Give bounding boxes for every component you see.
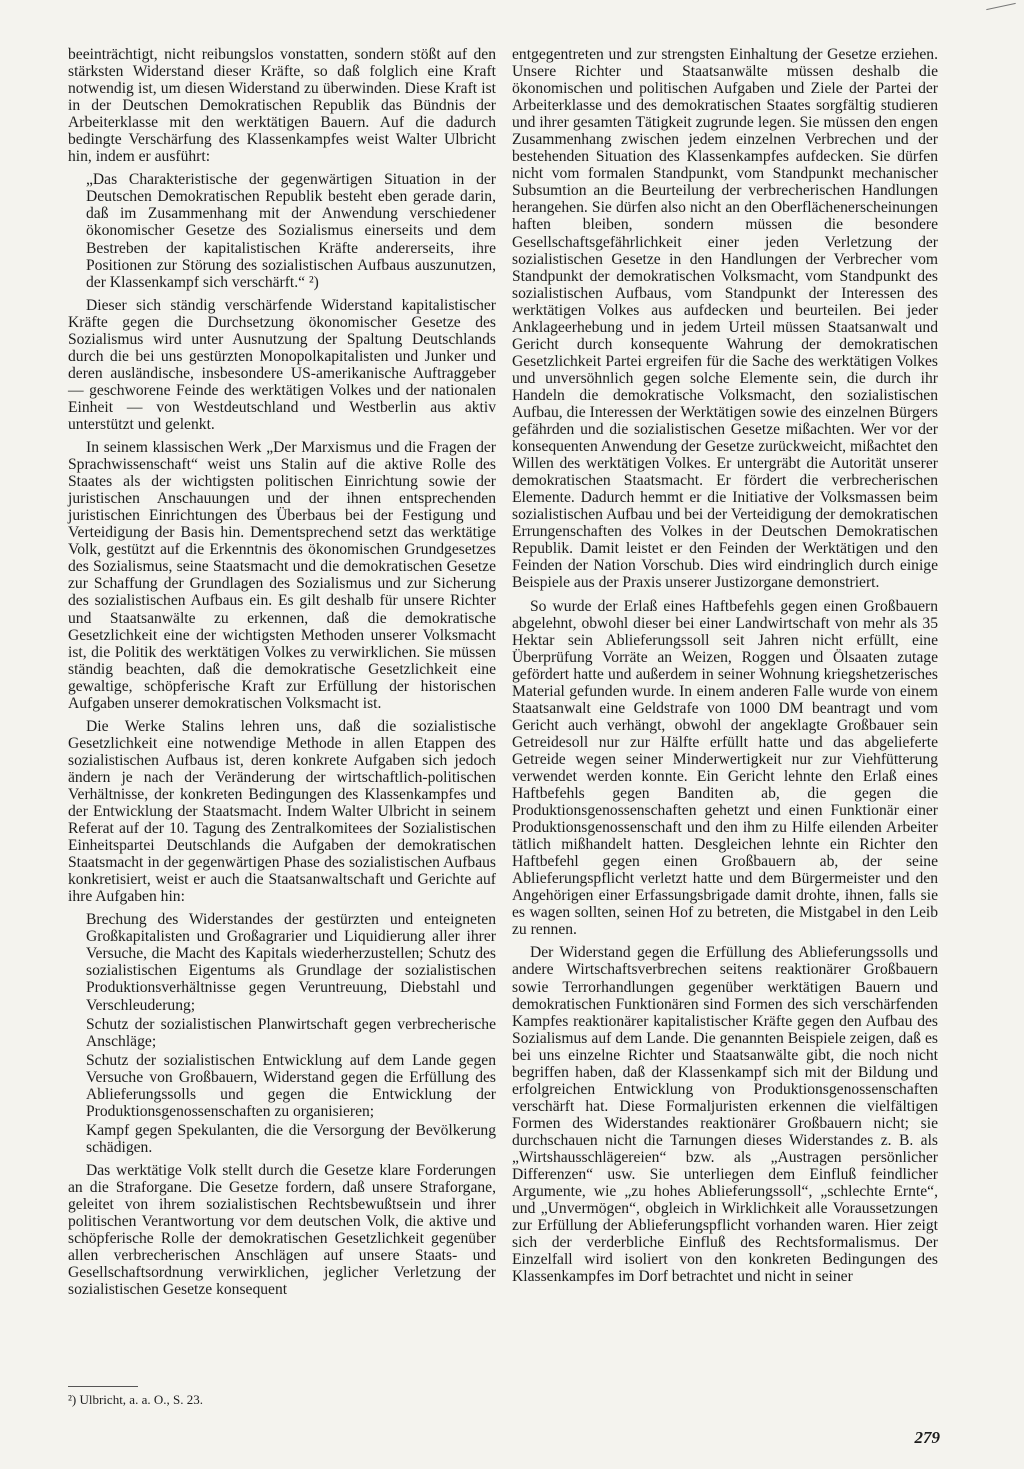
right-column (512, 46, 938, 1291)
list-item: Schutz der sozialistischen Entwicklung auf dem Lande gegen Versuche von Großbauern, Widerstand gegen die Erfüllung des Ablieferungssolls und gegen die Entwicklung der Produktionsgenossenschaften zu organisieren; (86, 1051, 496, 1120)
paragraph: entgegentreten und zur strengsten Einhaltung der Gesetze erziehen. Unsere Richter und Staatsanwälte müssen deshalb die ökonomischen und politischen Aufgaben und Ziele der Partei der Arbeiterklasse und des demokratischen Staates sorgfältig studieren und ihrer gesamten Tätigkeit zugrunde legen. Sie müssen den engen Zusammenhang zwischen jedem einzelnen Verbrechen und der bestehenden Situation des Klassenkampfes aufdecken. Sie dürfen nicht vom formalen Standpunkt, vom Standpunkt mechanischer Subsumtion an die Beurteilung der verbrecherischen Handlungen herangehen. Sie dürfen also nicht an den Oberflächenerscheinungen haften bleiben, sondern müssen die besondere Gesellschaftsgefährlichkeit einer jeden Verletzung der sozialistischen Gesetze in den Handlungen der Verbrecher vom Standpunkt der demokratischen Volksmacht, vom Standpunkt des sozialistischen Aufbaus, vom Standpunkt der Interessen des werktätigen Volkes aus aufdecken und beurteilen. Bei jeder Anklageerhebung und in jedem Urteil müssen Staatsanwalt und Gericht durch konsequente Wahrung der demokratischen Gesetzlichkeit Partei ergreifen für die Sache des werktätigen Volkes und unversöhnlich gegen solche Elemente sein, die durch ihr Handeln die demokratische Volksmacht, den sozialistischen Aufbau, die Interessen der Werktätigen sowie des einzelnen Bürgers gefährden und die sozialistischen Gesetze mißachten. Wer vor der konsequenten Anwendung der Gesetze zurückweicht, mißachtet den Willen des werktätigen Volkes. Er untergräbt die Autorität unserer demokratischen Staatsmacht. Er fördert die verbrecherischen Elemente. Dadurch hemmt er die Initiative der Volksmassen beim sozialistischen Aufbau und bei der Verteidigung der demokratischen Errungenschaften des Volkes in der Deutschen Demokratischen Republik. Damit leistet er den Feinden der Werktätigen und den Feinden der Nation Vorschub. Dies wird eindringlich durch einige Beispiele aus der Praxis unserer Justizorgane demonstriert. (512, 46, 938, 592)
list-item: Brechung des Widerstandes der gestürzten und enteigneten Großkapitalisten und Großagrarier und Liquidierung aller ihrer Versuche, die Macht des Kapitals wiederherzustellen; Schutz des sozialistischen Eigentums als Grundlage der sozialistischen Produktionsverhältnisse gegen Veruntreuung, Diebstahl und Verschleuderung; (86, 911, 496, 1014)
list-item: Schutz der sozialistischen Planwirtschaft gegen verbrecherische Anschläge; (86, 1015, 496, 1050)
footnote: ²) Ulbricht, a. a. O., S. 23. (68, 1392, 203, 1407)
paragraph: So wurde der Erlaß eines Haftbefehls gegen einen Großbauern abgelehnt, obwohl dieser bei einer Landwirtschaft von mehr als 35 Hektar sein Ablieferungssoll seit Jahren nicht erfüllt, eine Überprüfung Vorräte an Weizen, Roggen und Ölsaaten zutage gefördert hatte und außerdem in seiner Wohnung kriegshetzerisches Material gefunden wurde. In einem anderen Falle wurde von einem Staatsanwalt eine Geldstrafe von 1000 DM beantragt und vom Gericht auch verhängt, obwohl der angeklagte Großbauer sein Getreidesoll nur zur Hälfte erfüllt hatte und das abgelieferte Getreide wegen seiner Minderwertigkeit nur zur Viehfütterung verwendet werden konnte. Ein Gericht lehnte den Erlaß eines Haftbefehls gegen Banditen ab, die gegen die Produktionsgenossenschaften gehetzt und einen Funktionär einer Produktionsgenossenschaft und den ihm zu Hilfe eilenden Arbeiter tätlich mißhandelt hatten. Desgleichen lehnte ein Richter den Haftbefehl gegen einen Großbauern ab, der seine Ablieferungspflicht verletzt hatte und dem Bürgermeister und den Angehörigen einer Erfassungsbrigade damit drohte, ihnen, falls sie es wagen sollten, seinen Hof zu betreten, die Mistgabel in den Leib zu rennen. (512, 597, 938, 939)
paragraph: Der Widerstand gegen die Erfüllung des Ablieferungssolls und andere Wirtschaftsverbrechen seitens reaktionärer Großbauern sowie Terrorhandlungen gegenüber werktätigen Bauern und demokratischen Funktionären sind Formen des sich verschärfenden Kampfes reaktionärer kapitalistischer Kräfte gegen den Aufbau des Sozialismus auf dem Lande. Die genannten Beispiele zeigen, daß es bei uns einzelne Richter und Staatsanwälte gibt, die noch nicht begriffen haben, daß der Klassenkampf sich mit der Bildung und erfolgreichen Entwicklung von Produktionsgenossenschaften verschärft hat. Diese Formaljuristen erkennen die vielfältigen Formen des Widerstandes reaktionärer Großbauern nicht; sie durchschauen nicht die Tarnungen dieses Widerstandes z. B. als „Wirtshausschlägereien“ bzw. als „Austragen persönlicher Differenzen“ usw. Sie unterliegen dem Einfluß feindlicher Argumente, wie „zu hohes Ablieferungssoll“, „schlechte Ernte“, und „Unvermögen“, obgleich in Wirklichkeit alle Voraussetzungen zur Erfüllung der Ablieferungspflicht vorhanden waren. Hier zeigt sich der verderbliche Einfluß des Rechtsformalismus. Der Einzelfall wird isoliert von den konkreten Bedingungen des Klassenkampfes im Dorf betrachtet und nicht in seiner (512, 944, 938, 1286)
margin-mark (986, 3, 1016, 10)
footnote-divider (68, 1386, 138, 1387)
paragraph: beeinträchtigt, nicht reibungslos vonstatten, sondern stößt auf den stärksten Widerstand dieser Kräfte, so daß folglich eine Kraft notwendig ist, um diesen Widerstand zu überwinden. Diese Kraft ist in der Deutschen Demokratischen Republik das Bündnis der Arbeiterklasse mit den werktätigen Bauern. Auf die dadurch bedingte Verschärfung des Klassenkampfes weist Walter Ulbricht hin, indem er ausführt: (68, 46, 496, 166)
block-quote: „Das Charakteristische der gegenwärtigen Situation in der Deutschen Demokratischen Republik besteht eben gerade darin, daß im Zusammenhang mit der Anwendung verschiedener ökonomischer Gesetze des Sozialismus einerseits und dem Bestreben der kapitalistischen Kräfte andererseits, ihre Positionen zur Störung des sozialistischen Aufbaus auszunutzen, der Klassenkampf sich verschärft.“ ²) (86, 171, 496, 291)
page-number: 279 (914, 1428, 940, 1447)
left-column (68, 46, 496, 1304)
paragraph: Das werktätige Volk stellt durch die Gesetze klare Forderungen an die Straforgane. Die Gesetze fordern, daß unsere Straforgane, geleitet von ihrem sozialistischen Rechtsbewußtsein und ihrer politischen Verantwortung vor dem deutschen Volk, die aktive und schöpferische Rolle der demokratischen Gesetzlichkeit gegenüber allen verbrecherischen Anschlägen auf unsere Staats- und Gesellschaftsordnung verwirklichen, jeglicher Verletzung der sozialistischen Gesetze konsequent (68, 1161, 496, 1299)
paragraph: Die Werke Stalins lehren uns, daß die sozialistische Gesetzlichkeit eine notwendige Methode in allen Etappen des sozialistischen Aufbaus ist, deren konkrete Aufgaben sich jedoch ändern je nach der Veränderung der wirtschaftlich-politischen Verhältnisse, der konkreten Bedingungen des Klassenkampfes und der Entwicklung der Staatsmacht. Indem Walter Ulbricht in seinem Referat auf der 10. Tagung des Zentralkomitees der Sozialistischen Einheitspartei Deutschlands die Aufgaben der demokratischen Staatsmacht in der gegenwärtigen Phase des sozialistischen Aufbaus konkretisiert, weist er auch die Staatsanwaltschaft und Gerichte auf ihre Aufgaben hin: (68, 717, 496, 906)
list-item: Kampf gegen Spekulanten, die die Versorgung der Bevölkerung schädigen. (86, 1121, 496, 1156)
paragraph: In seinem klassischen Werk „Der Marxismus und die Fragen der Sprachwissenschaft“ weist uns Stalin auf die aktive Rolle des Staates als der wichtigsten politischen Einrichtung sowie der juristischen Anschauungen und der ihnen entsprechenden juristischen Einrichtungen des Überbaus bei der Festigung und Verteidigung der Basis hin. Dementsprechend setzt das werktätige Volk, gestützt auf die Erkenntnis des ökonomischen Grundgesetzes des Sozialismus, seine Staatsmacht und die demokratischen Gesetze zur Schaffung der Grundlagen des Sozialismus und zur Sicherung des sozialistischen Aufbaus ein. Es gilt deshalb für unsere Richter und Staatsanwälte zu erkennen, daß die demokratische Gesetzlichkeit eine der wichtigsten Methoden unserer Volksmacht ist, die Politik des werktätigen Volkes zu verwirklichen. Sie müssen ständig beachten, daß die demokratische Gesetzlichkeit eine gewaltige, schöpferische Kraft zur Erfüllung der historischen Aufgaben unserer demokratischen Volksmacht ist. (68, 439, 496, 712)
paragraph: Dieser sich ständig verschärfende Widerstand kapitalistischer Kräfte gegen die Durchsetzung ökonomischer Gesetze des Sozialismus wird unter Ausnutzung der Spaltung Deutschlands durch die bei uns gestürzten Monopolkapitalisten und Junker und deren ausländische, insbesondere US-amerikanische Auftraggeber — geschworene Feinde des werktätigen Volkes und der nationalen Einheit — von Westdeutschland und Westberlin aus aktiv unterstützt und gelenkt. (68, 296, 496, 433)
